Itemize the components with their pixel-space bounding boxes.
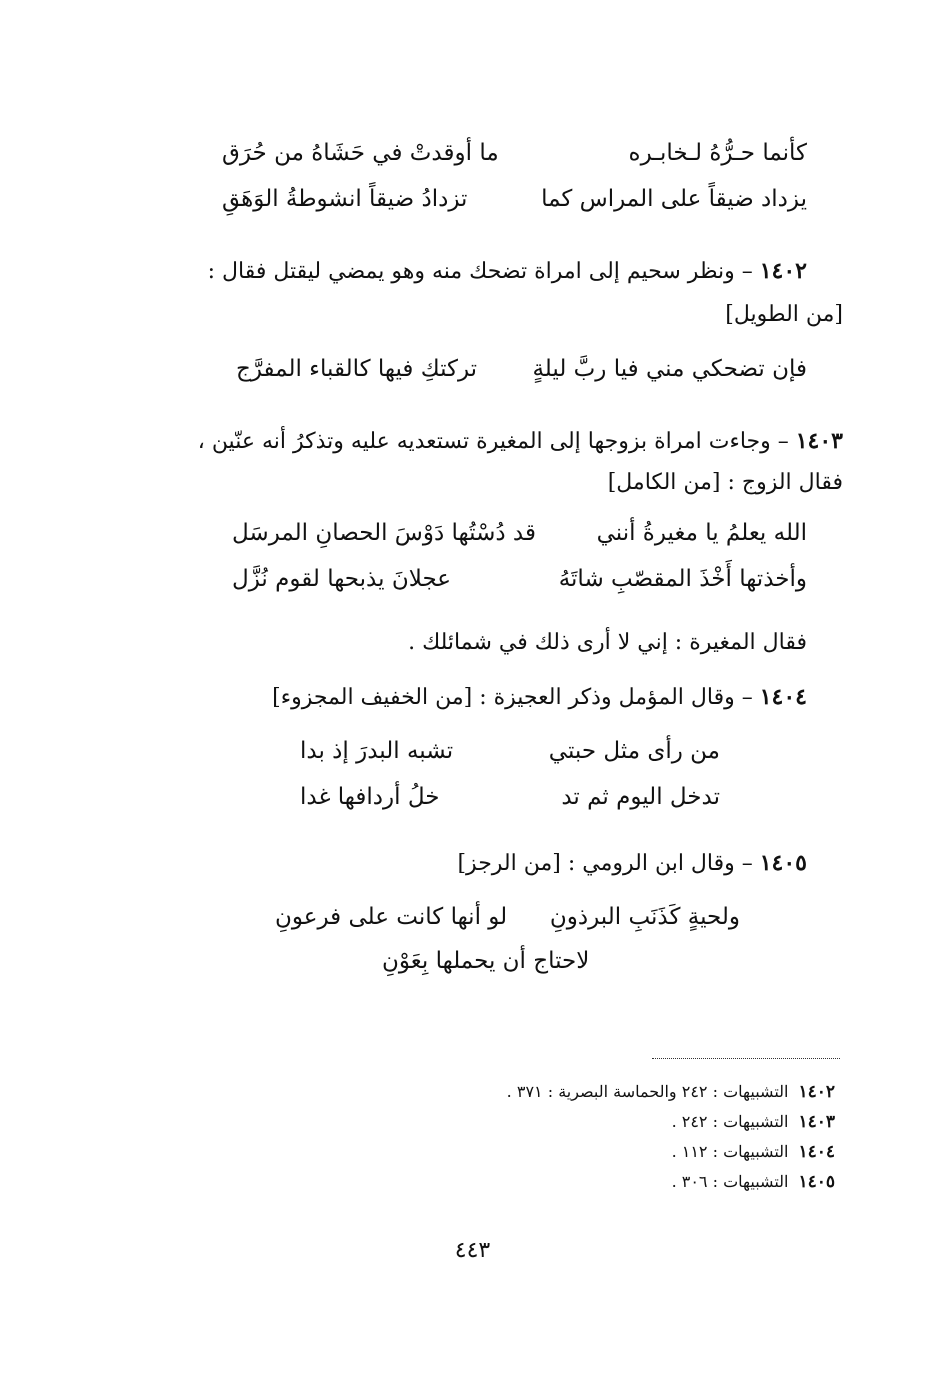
verse-hemistich-right: كأنما حـرُّهُ لـخابـره (628, 140, 807, 166)
entry-1405-text (457, 842, 807, 885)
verse-hemistich-right: من رأى مثل حبتي (548, 738, 720, 764)
entry-text: – ونظر سحيم إلى امراة تضحك منه وهو يمضي ليقتل فقال : (207, 259, 760, 284)
footnote-separator (652, 1058, 840, 1059)
entry-number: ١٤٠٢ (759, 258, 807, 284)
entry-1402-text (208, 250, 807, 293)
footnote-number: ١٤٠٤ (798, 1142, 835, 1162)
footnote (672, 1172, 835, 1192)
entry-1404-text (272, 676, 807, 719)
footnote-text: التشبيهات : ٢٤٢ والحماسة البصرية : ٣٧١ . (506, 1082, 789, 1101)
footnote-text: التشبيهات : ٢٤٢ . (671, 1112, 789, 1131)
footnote (672, 1112, 835, 1132)
footnote (507, 1082, 835, 1102)
verse-line: لاحتاج أن يحملها بِعَوْنِ (382, 948, 590, 974)
entry-1403-line2: فقال الزوج : [من الكامل] (607, 470, 843, 495)
entry-1403-after: فقال المغيرة : إني لا أرى ذلك في شمائلك . (408, 630, 807, 655)
footnote-text: التشبيهات : ١١٢ . (671, 1142, 789, 1161)
verse-hemistich-right: يزداد ضيقاً على المراس كما (541, 186, 807, 212)
entry-text: – وقال ابن الرومي : [من الرجز] (457, 851, 760, 876)
verse-hemistich-left: خلُ أردافها غدا (300, 784, 440, 810)
verse-hemistich-right: وأخذتها أَخْذَ المقصّبِ شاتَهُ (558, 566, 807, 592)
verse-hemistich-right: ولحيةٍ كَذَنَبِ البرذونِ (549, 904, 740, 930)
page-number: ٤٤٣ (454, 1238, 491, 1263)
verse-hemistich-right: فإن تضحكي مني فيا ربَّ ليلةٍ (532, 356, 807, 382)
verse-hemistich-left: تشبه البدرَ إذ بدا (300, 738, 454, 764)
footnote-number: ١٤٠٥ (798, 1172, 835, 1192)
entry-text: – وقال المؤمل وذكر العجيزة : [من الخفيف المجزوء] (272, 685, 760, 710)
entry-number: ١٤٠٥ (759, 850, 807, 876)
footnote-number: ١٤٠٣ (798, 1112, 835, 1132)
verse-hemistich-right: تدخل اليوم ثم تد (561, 784, 720, 810)
entry-1403-text (198, 420, 843, 463)
verse-hemistich-left: قد دُسْتُها دَوْسَ الحصانِ المرسَل (232, 520, 536, 546)
verse-hemistich-left: تركتكِ فيها كالقباء المفرَّج (236, 356, 478, 382)
entry-number: ١٤٠٣ (795, 428, 843, 454)
entry-number: ١٤٠٤ (759, 684, 807, 710)
footnote-text: التشبيهات : ٣٠٦ . (671, 1172, 789, 1191)
meter-label: [من الطويل] (725, 302, 843, 327)
entry-text: – وجاءت امراة بزوجها إلى المغيرة تستعديه عليه وتذكرُ أنه عنّين ، (197, 429, 796, 454)
footnote (672, 1142, 835, 1162)
verse-hemistich-left: ما أوقدتْ في حَشَاهُ من حُرَق (222, 140, 499, 166)
footnote-number: ١٤٠٢ (798, 1082, 835, 1102)
verse-hemistich-left: تزدادُ ضيقاً انشوطةُ الوَهَقِ (222, 186, 468, 212)
verse-hemistich-right: الله يعلمُ يا مغيرةُ أنني (596, 520, 807, 546)
verse-hemistich-left: لو أنها كانت على فرعونِ (275, 904, 508, 930)
verse-hemistich-left: عجلانَ يذبحها لقوم نُزَّل (232, 566, 452, 592)
